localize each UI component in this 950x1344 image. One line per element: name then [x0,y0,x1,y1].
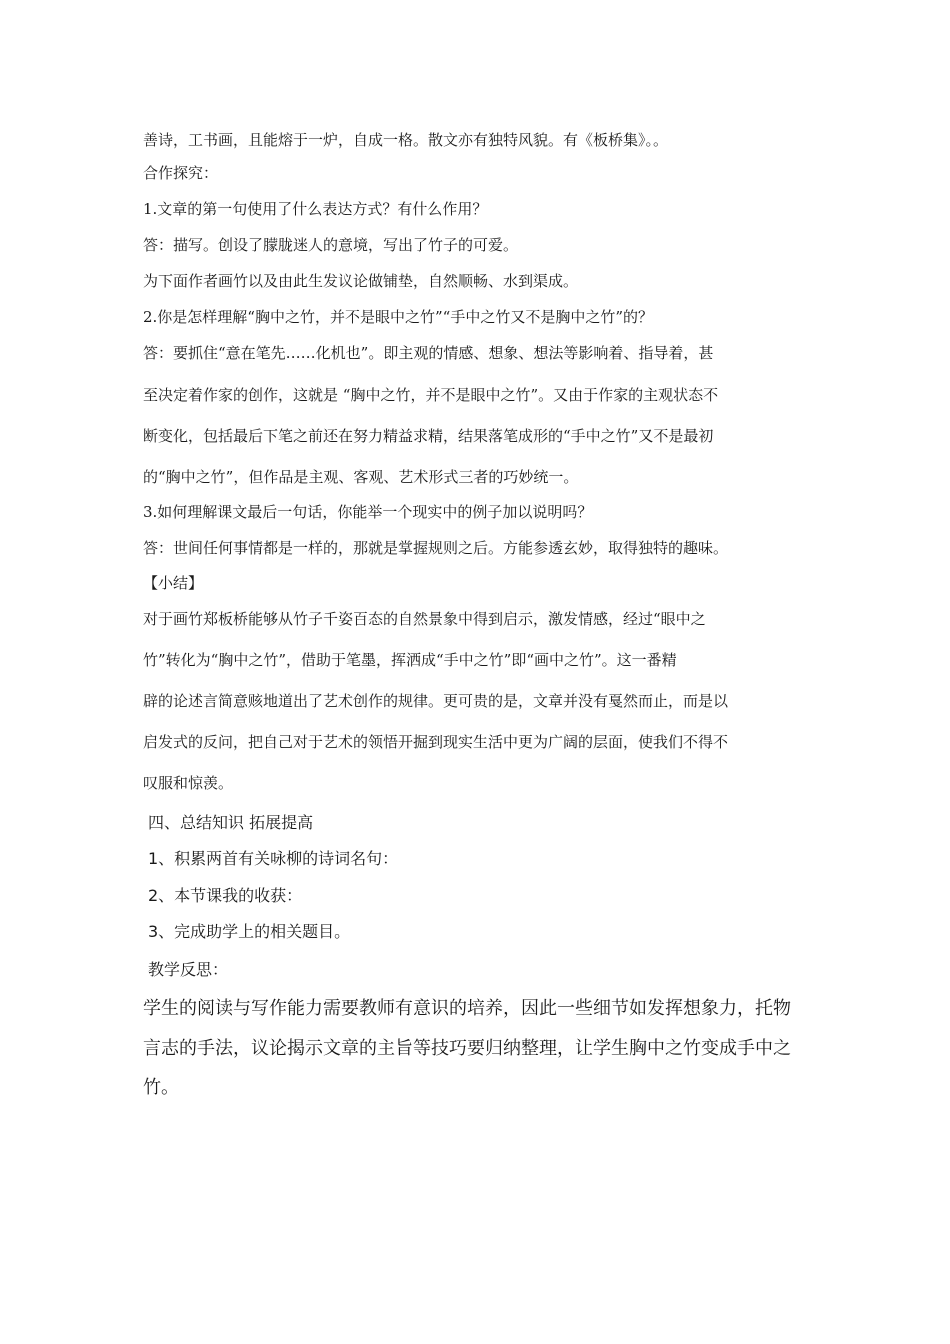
section-4-item-3: 3、完成助学上的相关题目。 [148,922,351,941]
answer-2-line-2: 至决定着作家的创作，这就是 “胸中之竹，并不是眼中之竹”。又由于作家的主观状态不 [143,386,719,404]
reflection-line-1: 学生的阅读与写作能力需要教师有意识的培养，因此一些细节如发挥想象力，托物 [143,998,791,1019]
question-3: 3.如何理解课文最后一句话，你能举一个现实中的例子加以说明吗？ [143,503,593,521]
answer-2-line-3: 断变化，包括最后下笔之前还在努力精益求精，结果落笔成形的“手中之竹”又不是最初 [143,427,714,445]
answer-2-line-4: 的“胸中之竹”，但作品是主观、客观、艺术形式三者的巧妙统一。 [143,468,579,486]
answer-1: 答：描写。创设了朦胧迷人的意境，写出了竹子的可爱。 [143,236,519,254]
summary-line-5: 叹服和惊羡。 [143,774,234,792]
section-4-item-1: 1、积累两首有关咏柳的诗词名句： [148,849,399,868]
answer-1-cont: 为下面作者画竹以及由此生发议论做铺垫，自然顺畅、水到渠成。 [143,272,579,290]
summary-heading: 【小结】 [143,574,204,592]
reflection-label: 教学反思： [148,960,229,979]
answer-2-line-1: 答：要抓住“意在笔先……化机也”。即主观的情感、想象、想法等影响着、指导着，甚 [143,344,714,362]
text-line-2: 合作探究： [143,164,219,182]
answer-3: 答：世间任何事情都是一样的，那就是掌握规则之后。方能参透玄妙，取得独特的趣味。 [143,539,729,557]
reflection-line-2: 言志的手法，议论揭示文章的主旨等技巧要归纳整理，让学生胸中之竹变成手中之 [143,1038,791,1059]
section-4-item-2: 2、本节课我的收获： [148,886,303,905]
summary-line-2: 竹”转化为“胸中之竹”，借助于笔墨，挥洒成“手中之竹”即“画中之竹”。这一番精 [143,651,677,669]
text-line-1: 善诗，工书画，且能熔于一炉，自成一格。散文亦有独特风貌。有《板桥集》。。 [143,131,669,149]
summary-line-4: 启发式的反问，把自己对于艺术的领悟开掘到现实生活中更为广阔的层面，使我们不得不 [143,733,729,751]
summary-line-3: 辟的论述言简意赅地道出了艺术创作的规律。更可贵的是，文章并没有戛然而止，而是以 [143,692,729,710]
question-2: 2.你是怎样理解“胸中之竹，并不是眼中之竹”“手中之竹又不是胸中之竹”的？ [143,308,653,326]
reflection-line-3: 竹。 [143,1077,179,1098]
summary-line-1: 对于画竹郑板桥能够从竹子千姿百态的自然景象中得到启示，激发情感，经过“眼中之 [143,610,706,628]
question-1: 1.文章的第一句使用了什么表达方式？有什么作用？ [143,200,488,218]
section-4-heading: 四、总结知识 拓展提高 [148,813,314,832]
